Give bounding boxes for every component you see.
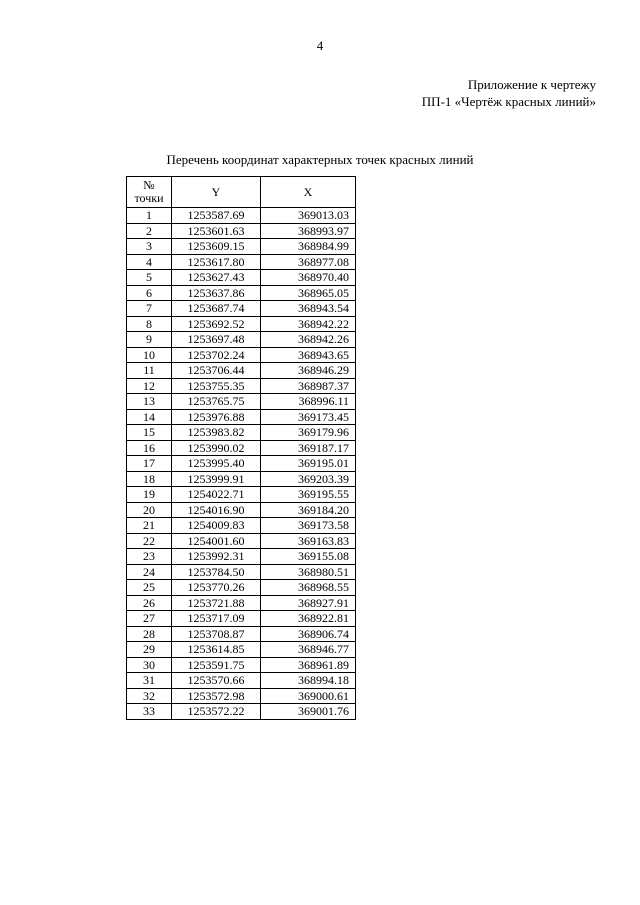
cell-y: 1253692.52 — [172, 316, 261, 332]
cell-x: 369195.01 — [261, 456, 356, 472]
cell-point-number: 32 — [127, 688, 172, 704]
cell-y: 1253587.69 — [172, 208, 261, 224]
table-row — [127, 533, 356, 549]
cell-x: 368968.55 — [261, 580, 356, 596]
cell-point-number: 2 — [127, 223, 172, 239]
cell-y: 1253637.86 — [172, 285, 261, 301]
cell-y: 1253755.35 — [172, 378, 261, 394]
cell-point-number: 27 — [127, 611, 172, 627]
cell-x: 369155.08 — [261, 549, 356, 565]
table-row — [127, 347, 356, 363]
cell-x: 368943.65 — [261, 347, 356, 363]
table-row — [127, 440, 356, 456]
table-row — [127, 425, 356, 441]
cell-point-number: 30 — [127, 657, 172, 673]
table-row — [127, 223, 356, 239]
table-row — [127, 316, 356, 332]
table-row — [127, 549, 356, 565]
cell-y: 1254016.90 — [172, 502, 261, 518]
table-row — [127, 301, 356, 317]
cell-x: 369163.83 — [261, 533, 356, 549]
cell-y: 1253697.48 — [172, 332, 261, 348]
cell-y: 1253995.40 — [172, 456, 261, 472]
cell-point-number: 23 — [127, 549, 172, 565]
header-point-label: точки — [134, 191, 164, 205]
table-body — [127, 208, 356, 720]
cell-y: 1254009.83 — [172, 518, 261, 534]
cell-y: 1253990.02 — [172, 440, 261, 456]
cell-x: 368987.37 — [261, 378, 356, 394]
cell-point-number: 8 — [127, 316, 172, 332]
cell-x: 368993.97 — [261, 223, 356, 239]
cell-point-number: 6 — [127, 285, 172, 301]
cell-x: 368946.29 — [261, 363, 356, 379]
cell-point-number: 9 — [127, 332, 172, 348]
table-row — [127, 580, 356, 596]
table-row — [127, 518, 356, 534]
cell-x: 369184.20 — [261, 502, 356, 518]
cell-x: 368980.51 — [261, 564, 356, 580]
cell-x: 368984.99 — [261, 239, 356, 255]
cell-y: 1253770.26 — [172, 580, 261, 596]
cell-point-number: 1 — [127, 208, 172, 224]
table-row — [127, 270, 356, 286]
table-row — [127, 626, 356, 642]
table-title: Перечень координат характерных точек красных линий — [166, 152, 474, 167]
cell-x: 368942.26 — [261, 332, 356, 348]
table-header-row — [127, 177, 356, 208]
cell-y: 1254001.60 — [172, 533, 261, 549]
table-row — [127, 595, 356, 611]
cell-x: 368977.08 — [261, 254, 356, 270]
cell-y: 1254022.71 — [172, 487, 261, 503]
table-row — [127, 487, 356, 503]
cell-y: 1253784.50 — [172, 564, 261, 580]
cell-x: 368922.81 — [261, 611, 356, 627]
cell-point-number: 20 — [127, 502, 172, 518]
cell-y: 1253617.80 — [172, 254, 261, 270]
cell-point-number: 17 — [127, 456, 172, 472]
cell-point-number: 3 — [127, 239, 172, 255]
cell-y: 1253702.24 — [172, 347, 261, 363]
table-row — [127, 378, 356, 394]
cell-x: 369173.58 — [261, 518, 356, 534]
cell-point-number: 25 — [127, 580, 172, 596]
cell-y: 1253609.15 — [172, 239, 261, 255]
cell-x: 369013.03 — [261, 208, 356, 224]
cell-point-number: 28 — [127, 626, 172, 642]
table-row — [127, 611, 356, 627]
cell-x: 368994.18 — [261, 673, 356, 689]
cell-y: 1253999.91 — [172, 471, 261, 487]
cell-x: 368942.22 — [261, 316, 356, 332]
table-row — [127, 254, 356, 270]
cell-x: 368970.40 — [261, 270, 356, 286]
header-point-number — [127, 177, 172, 208]
cell-y: 1253992.31 — [172, 549, 261, 565]
cell-x: 369187.17 — [261, 440, 356, 456]
cell-x: 368927.91 — [261, 595, 356, 611]
cell-y: 1253601.63 — [172, 223, 261, 239]
cell-y: 1253717.09 — [172, 611, 261, 627]
cell-x: 368961.89 — [261, 657, 356, 673]
cell-x: 368965.05 — [261, 285, 356, 301]
appendix-line-2: ПП-1 «Чертёж красных линий» — [421, 94, 596, 109]
cell-y: 1253591.75 — [172, 657, 261, 673]
page-number: 4 — [316, 38, 324, 53]
cell-point-number: 12 — [127, 378, 172, 394]
cell-point-number: 13 — [127, 394, 172, 410]
cell-x: 368906.74 — [261, 626, 356, 642]
table-row — [127, 239, 356, 255]
cell-point-number: 29 — [127, 642, 172, 658]
cell-point-number: 24 — [127, 564, 172, 580]
table-row — [127, 642, 356, 658]
cell-y: 1253570.66 — [172, 673, 261, 689]
table-row — [127, 688, 356, 704]
table-row — [127, 394, 356, 410]
cell-point-number: 18 — [127, 471, 172, 487]
cell-point-number: 19 — [127, 487, 172, 503]
cell-point-number: 16 — [127, 440, 172, 456]
coordinates-table — [126, 176, 356, 720]
table-row — [127, 285, 356, 301]
table-row — [127, 704, 356, 720]
appendix-caption — [422, 76, 596, 110]
cell-point-number: 22 — [127, 533, 172, 549]
cell-point-number: 31 — [127, 673, 172, 689]
header-x: X — [261, 177, 356, 208]
cell-point-number: 26 — [127, 595, 172, 611]
cell-y: 1253765.75 — [172, 394, 261, 410]
cell-y: 1253572.22 — [172, 704, 261, 720]
table-row — [127, 208, 356, 224]
table-row — [127, 332, 356, 348]
cell-x: 369195.55 — [261, 487, 356, 503]
cell-x: 369001.76 — [261, 704, 356, 720]
cell-point-number: 7 — [127, 301, 172, 317]
cell-y: 1253983.82 — [172, 425, 261, 441]
cell-y: 1253706.44 — [172, 363, 261, 379]
header-y: Y — [172, 177, 261, 208]
cell-point-number: 5 — [127, 270, 172, 286]
cell-y: 1253627.43 — [172, 270, 261, 286]
cell-point-number: 33 — [127, 704, 172, 720]
cell-point-number: 21 — [127, 518, 172, 534]
table-row — [127, 673, 356, 689]
cell-point-number: 15 — [127, 425, 172, 441]
cell-y: 1253721.88 — [172, 595, 261, 611]
cell-point-number: 11 — [127, 363, 172, 379]
cell-y: 1253614.85 — [172, 642, 261, 658]
cell-x: 368996.11 — [261, 394, 356, 410]
cell-x: 368946.77 — [261, 642, 356, 658]
cell-point-number: 4 — [127, 254, 172, 270]
table-row — [127, 471, 356, 487]
cell-x: 369203.39 — [261, 471, 356, 487]
table-row — [127, 409, 356, 425]
cell-x: 369000.61 — [261, 688, 356, 704]
cell-y: 1253687.74 — [172, 301, 261, 317]
cell-y: 1253572.98 — [172, 688, 261, 704]
cell-x: 369173.45 — [261, 409, 356, 425]
table-row — [127, 564, 356, 580]
cell-x: 369179.96 — [261, 425, 356, 441]
table-row — [127, 502, 356, 518]
cell-y: 1253976.88 — [172, 409, 261, 425]
cell-x: 368943.54 — [261, 301, 356, 317]
table-row — [127, 456, 356, 472]
cell-point-number: 14 — [127, 409, 172, 425]
table-row — [127, 363, 356, 379]
cell-point-number: 10 — [127, 347, 172, 363]
table-row — [127, 657, 356, 673]
appendix-line-1: Приложение к чертежу — [467, 77, 596, 92]
header-number-sign: № — [143, 178, 155, 192]
cell-y: 1253708.87 — [172, 626, 261, 642]
